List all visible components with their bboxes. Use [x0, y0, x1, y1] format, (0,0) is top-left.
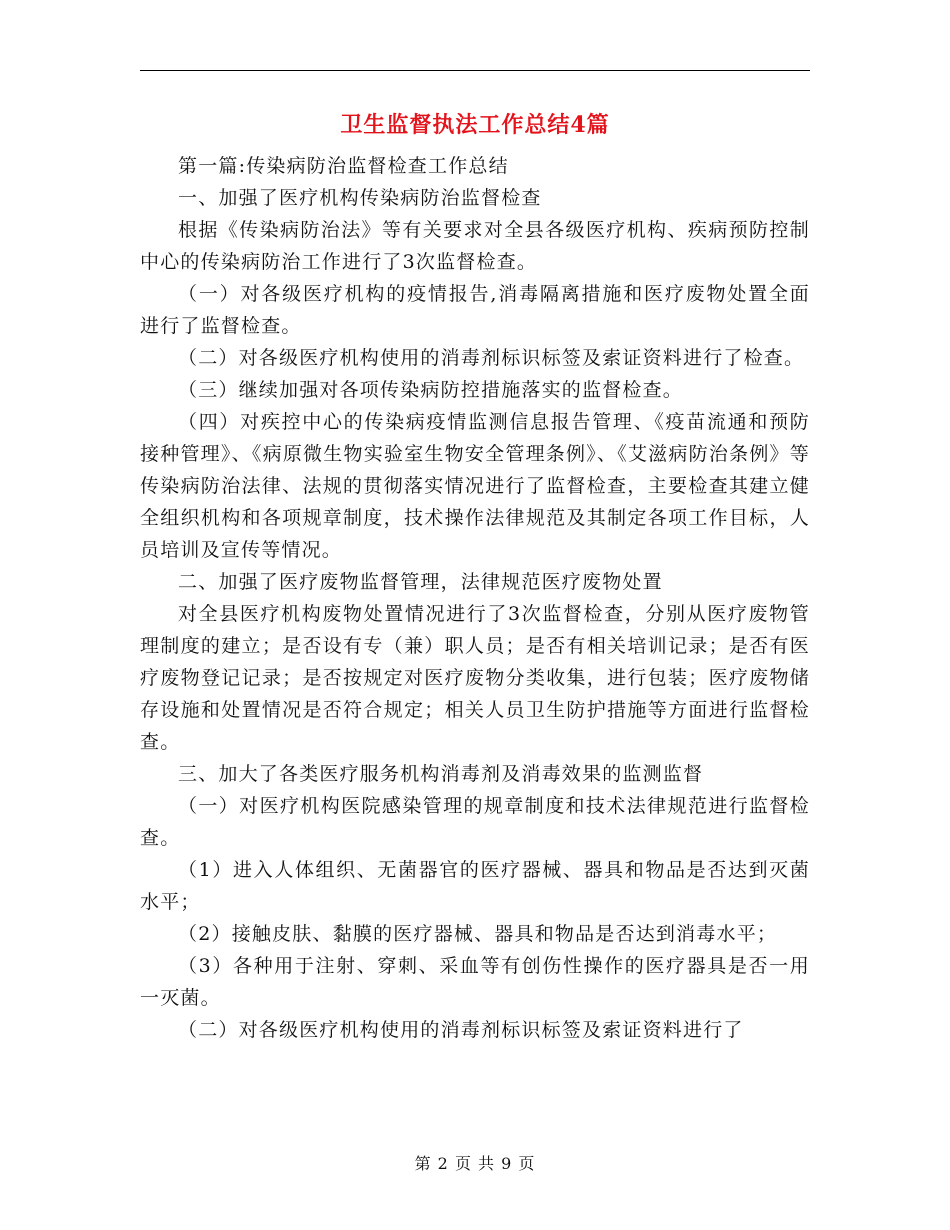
paragraph: （一）对医疗机构医院感染管理的规章制度和技术法律规范进行监督检查。: [140, 795, 810, 849]
paragraph: （3）各种用于注射、穿刺、采血等有创伤性操作的医疗器具是否一用一灭菌。: [140, 955, 810, 1009]
paragraph-section-heading: 三、加大了各类医疗服务机构消毒剂及消毒效果的监测监督: [178, 763, 704, 785]
paragraph: （二）对各级医疗机构使用的消毒剂标识标签及索证资料进行了检查。: [178, 347, 805, 369]
paragraph-section-heading: 一、加强了医疗机构传染病防治监督检查: [178, 187, 542, 209]
paragraph: （一）对各级医疗机构的疫情报告,消毒隔离措施和医疗废物处置全面进行了监督检查。: [140, 283, 810, 337]
paragraph: 对全县医疗机构废物处置情况进行了3次监督检查，分别从医疗废物管理制度的建立；是否设有专（兼）职人员；是否有相关培训记录；是否有医疗废物登记记录；是否按规定对医疗废物分类收集，进行包装；医疗废物储存设施和处置情况是否符合规定；相关人员卫生防护措施等方面进行监督检查。: [140, 603, 810, 753]
document-body: [140, 150, 810, 1046]
header-rule: [140, 70, 810, 71]
paragraph: （二）对各级医疗机构使用的消毒剂标识标签及索证资料进行了: [178, 1019, 744, 1041]
paragraph: （2）接触皮肤、黏膜的医疗器械、器具和物品是否达到消毒水平；: [178, 923, 778, 945]
document-title: 卫生监督执法工作总结4篇: [340, 112, 610, 138]
page-footer: 第 2 页 共 9 页: [414, 1154, 536, 1173]
paragraph: （1）进入人体组织、无菌器官的医疗器械、器具和物品是否达到灭菌水平；: [140, 859, 810, 913]
paragraph: （四）对疾控中心的传染病疫情监测信息报告管理、《疫苗流通和预防接种管理》、《病原微生物实验室生物安全管理条例》、《艾滋病防治条例》等传染病防治法律、法规的贯彻落实情况进行了监督检查，主要检查其建立健全组织机构和各项规章制度，技术操作法律规范及其制定各项工作目标，人员培训及宣传等情况。: [140, 411, 810, 561]
paragraph: 根据《传染病防治法》等有关要求对全县各级医疗机构、疾病预防控制中心的传染病防治工作进行了3次监督检查。: [140, 219, 810, 273]
paragraph: （三）继续加强对各项传染病防控措施落实的监督检查。: [178, 379, 684, 401]
paragraph-section-heading: 二、加强了医疗废物监督管理，法律规范医疗废物处置: [178, 571, 663, 593]
paragraph-part-heading: 第一篇:传染病防治监督检查工作总结: [178, 155, 509, 177]
